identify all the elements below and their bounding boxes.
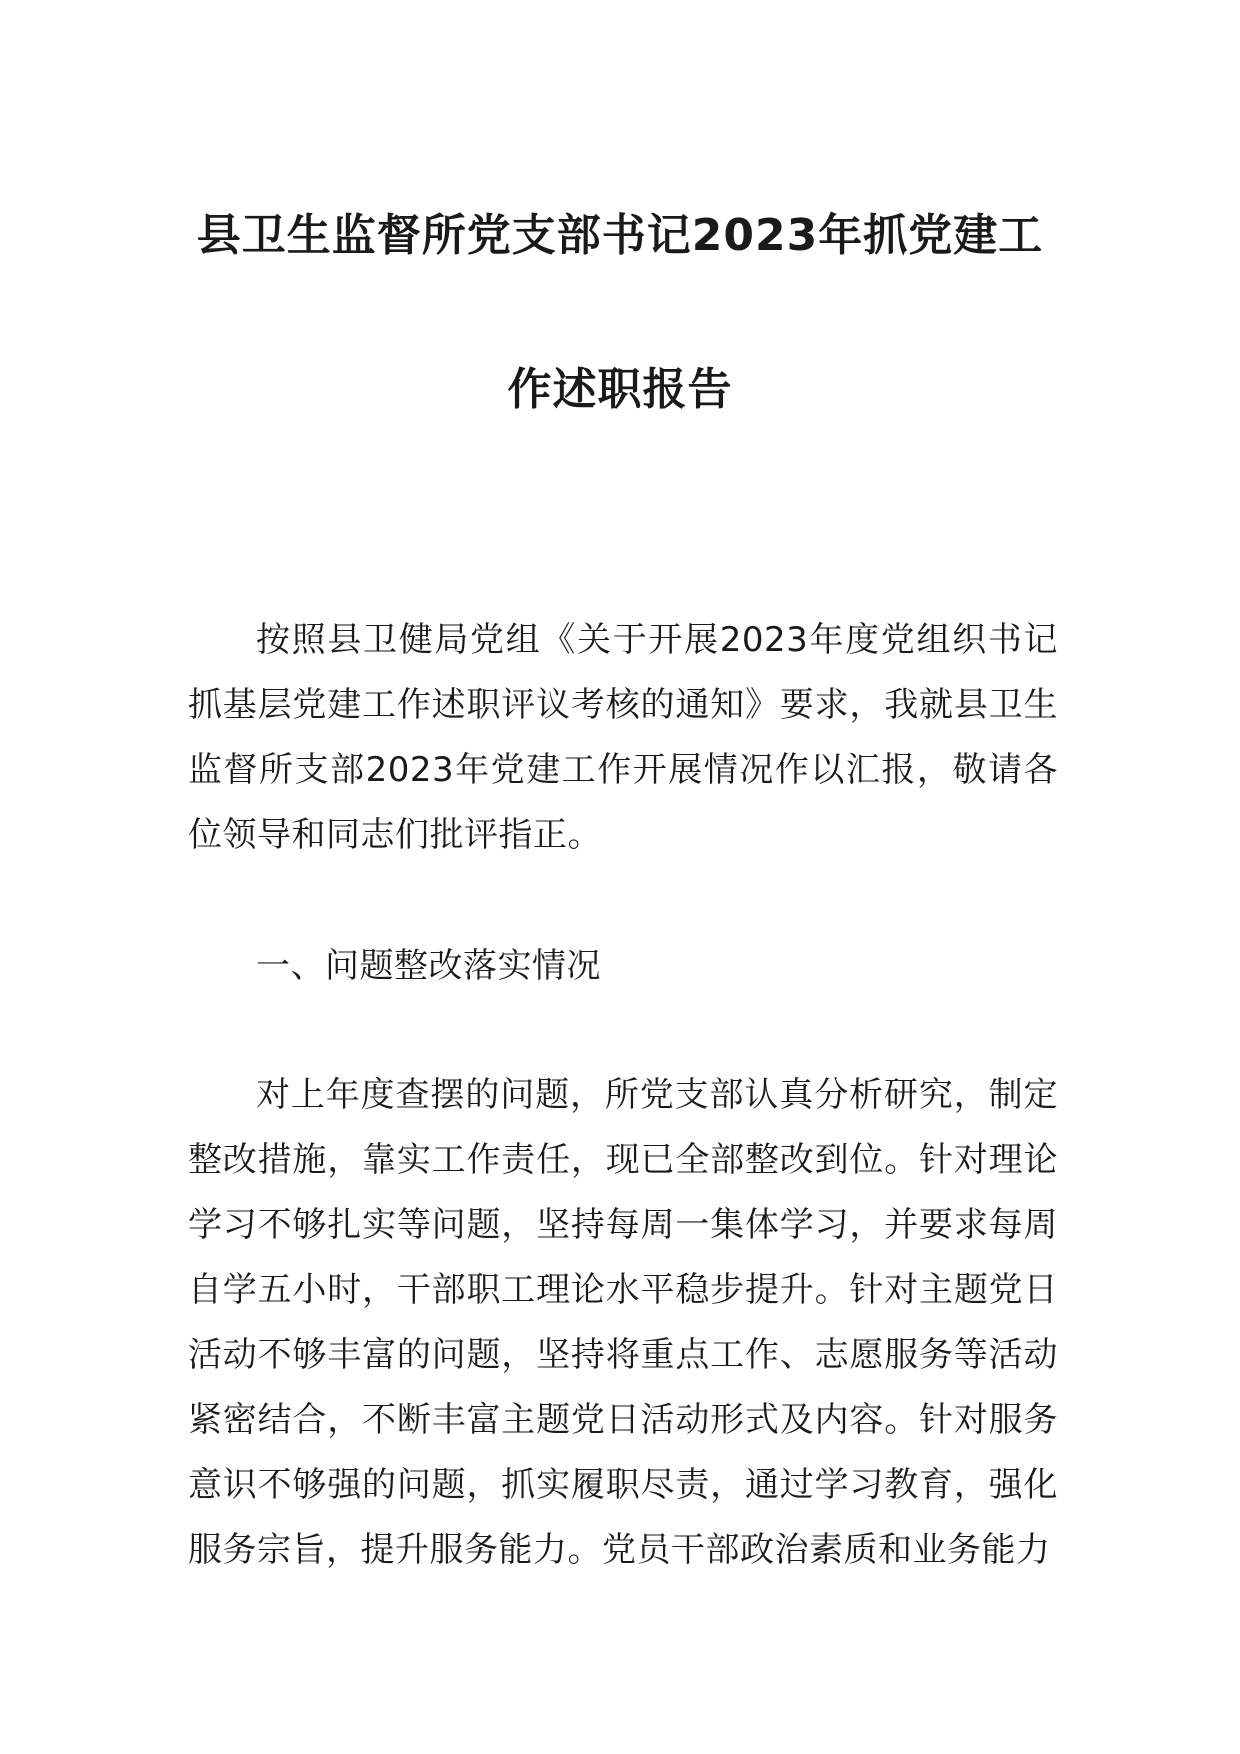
document-title-line-2: 作述职报告	[507, 364, 733, 415]
document-title-line-1: 县卫生监督所党支部书记2023年抓党建工	[196, 210, 1044, 261]
body-paragraph: 对上年度查摆的问题，所党支部认真分析研究，制定整改措施，靠实工作责任，现已全部整改到位。针对理论学习不够扎实等问题，坚持每周一集体学习，并要求每周自学五小时，干部职工理论水平稳步提升。针对主题党日活动不够丰富的问题，坚持将重点工作、志愿服务等活动紧密结合，不断丰富主题党日活动形式及内容。针对服务意识不够强的问题，抓实履职尽责，通过学习教育，强化服务宗旨，提升服务能力。党员干部政治素质和业务能力	[188, 1075, 1058, 1570]
section-heading: 一、问题整改落实情况	[256, 946, 601, 986]
intro-paragraph: 按照县卫健局党组《关于开展2023年度党组织书记抓基层党建工作述职评议考核的通知》要求，我就县卫生监督所支部2023年党建工作开展情况作以汇报，敬请各位领导和同志们批评指正。	[188, 620, 1058, 855]
